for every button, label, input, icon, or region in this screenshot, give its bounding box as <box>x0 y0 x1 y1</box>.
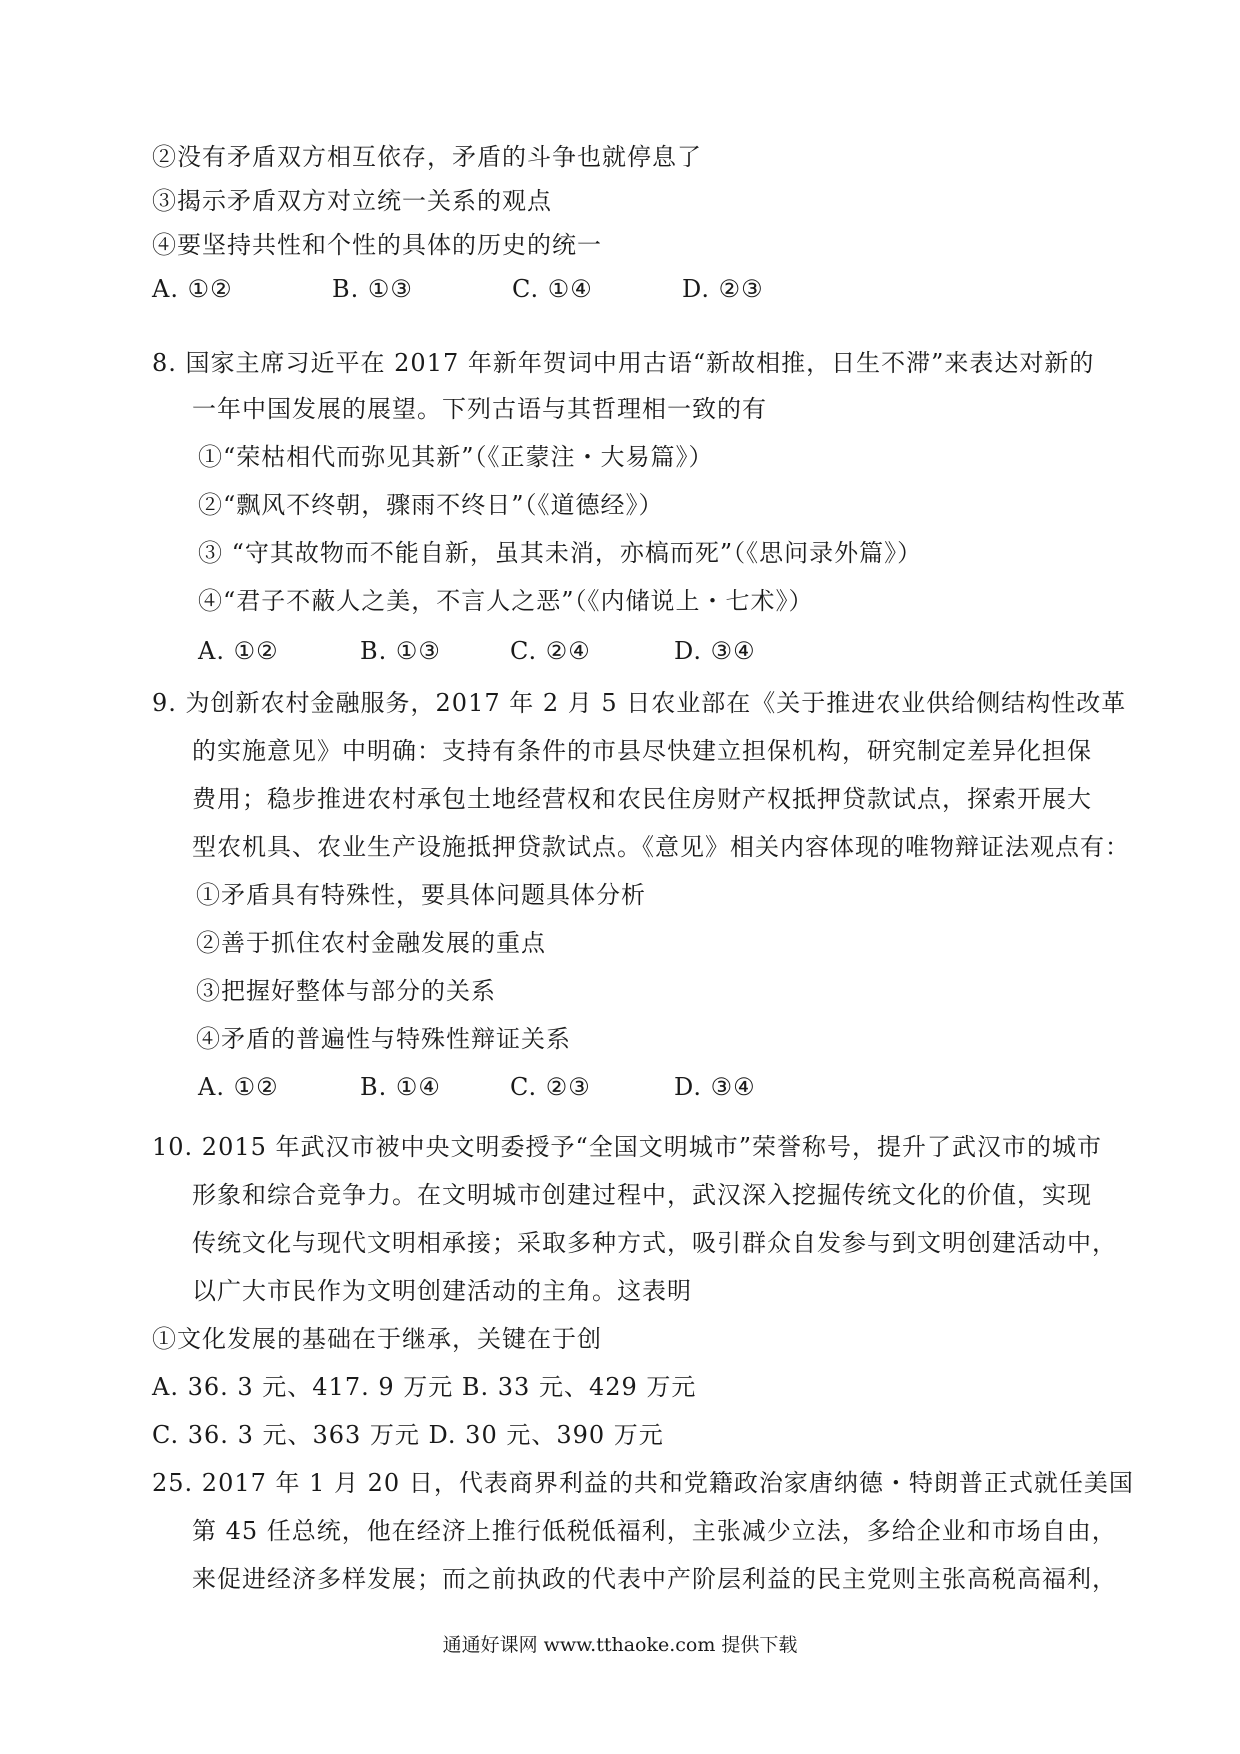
q7-choice-c: C. ①④ <box>512 275 593 303</box>
q7-choice-b: B. ①③ <box>332 275 413 303</box>
q10-stem-line-4: 以广大市民作为文明创建活动的主角。这表明 <box>192 1277 692 1305</box>
q25-stem-line-2: 第 45 任总统，他在经济上推行低税低福利，主张减少立法，多给企业和市场自由， <box>192 1517 1117 1545</box>
page-footer: 通通好课网 www.tthaoke.com 提供下载 <box>442 1634 798 1656</box>
q9-stem-line-1: 9. 为创新农村金融服务，2017 年 2 月 5 日农业部在《关于推进农业供给侧结构性改革 <box>152 689 1127 717</box>
q8-stem-line-2: 一年中国发展的展望。下列古语与其哲理相一致的有 <box>192 395 767 423</box>
q9-stem-line-3: 费用；稳步推进农村承包土地经营权和农民住房财产权抵押贷款试点，探索开展大 <box>192 785 1092 813</box>
q9-choices <box>198 1070 756 1104</box>
q7-option-4: ④要坚持共性和个性的具体的历史的统一 <box>152 231 602 259</box>
q9-choice-a: A. ①② <box>198 1073 279 1101</box>
price-choices-ab: A. 36. 3 元、417. 9 万元 B. 33 元、429 万元 <box>152 1373 697 1401</box>
q7-option-3: ③揭示矛盾双方对立统一关系的观点 <box>152 187 552 215</box>
q9-choice-c: C. ②③ <box>510 1073 591 1101</box>
q8-option-3: ③ “守其故物而不能自新，虽其未消，亦槁而死”（《思问录外篇》） <box>198 539 923 567</box>
q8-choice-d: D. ③④ <box>674 637 756 665</box>
q10-stem-line-3: 传统文化与现代文明相承接；采取多种方式，吸引群众自发参与到文明创建活动中， <box>192 1229 1117 1257</box>
q8-choice-b: B. ①③ <box>360 637 441 665</box>
q8-option-2: ②“飘风不终朝，骤雨不终日”（《道德经》） <box>198 491 664 519</box>
q9-stem-line-4: 型农机具、农业生产设施抵押贷款试点。《意见》相关内容体现的唯物辩证法观点有： <box>192 833 1130 861</box>
q25-stem-line-1: 25. 2017 年 1 月 20 日，代表商界利益的共和党籍政治家唐纳德・特朗普正式就任美国 <box>152 1469 1134 1497</box>
q9-option-1: ①矛盾具有特殊性，要具体问题具体分析 <box>196 881 646 909</box>
q7-option-2: ②没有矛盾双方相互依存，矛盾的斗争也就停息了 <box>152 143 702 171</box>
q10-stem-line-2: 形象和综合竞争力。在文明城市创建过程中，武汉深入挖掘传统文化的价值，实现 <box>192 1181 1092 1209</box>
q7-choice-a: A. ①② <box>152 275 233 303</box>
q8-option-1: ①“荣枯相代而弥见其新”（《正蒙注・大易篇》） <box>198 443 714 471</box>
q9-option-3: ③把握好整体与部分的关系 <box>196 977 496 1005</box>
q9-option-4: ④矛盾的普遍性与特殊性辩证关系 <box>196 1025 571 1053</box>
q9-choice-b: B. ①④ <box>360 1073 441 1101</box>
q8-choices <box>198 634 756 668</box>
q8-choice-c: C. ②④ <box>510 637 591 665</box>
q10-option-1: ①文化发展的基础在于继承，关键在于创 <box>152 1325 602 1353</box>
q9-option-2: ②善于抓住农村金融发展的重点 <box>196 929 546 957</box>
q7-choice-d: D. ②③ <box>682 275 764 303</box>
q9-stem-line-2: 的实施意见》中明确：支持有条件的市县尽快建立担保机构，研究制定差异化担保 <box>192 737 1092 765</box>
q10-stem-line-1: 10. 2015 年武汉市被中央文明委授予“全国文明城市”荣誉称号，提升了武汉市的城市 <box>152 1133 1103 1161</box>
q8-option-4: ④“君子不蔽人之美，不言人之恶”（《内储说上・七术》） <box>198 587 814 615</box>
q9-choice-d: D. ③④ <box>674 1073 756 1101</box>
q25-stem-line-3: 来促进经济多样发展；而之前执政的代表中产阶层利益的民主党则主张高税高福利， <box>192 1565 1117 1593</box>
q8-stem-line-1: 8. 国家主席习近平在 2017 年新年贺词中用古语“新故相推，日生不滞”来表达对新的 <box>152 349 1095 377</box>
q8-choice-a: A. ①② <box>198 637 279 665</box>
price-choices-cd: C. 36. 3 元、363 万元 D. 30 元、390 万元 <box>152 1421 664 1449</box>
q7-choices <box>152 272 764 306</box>
